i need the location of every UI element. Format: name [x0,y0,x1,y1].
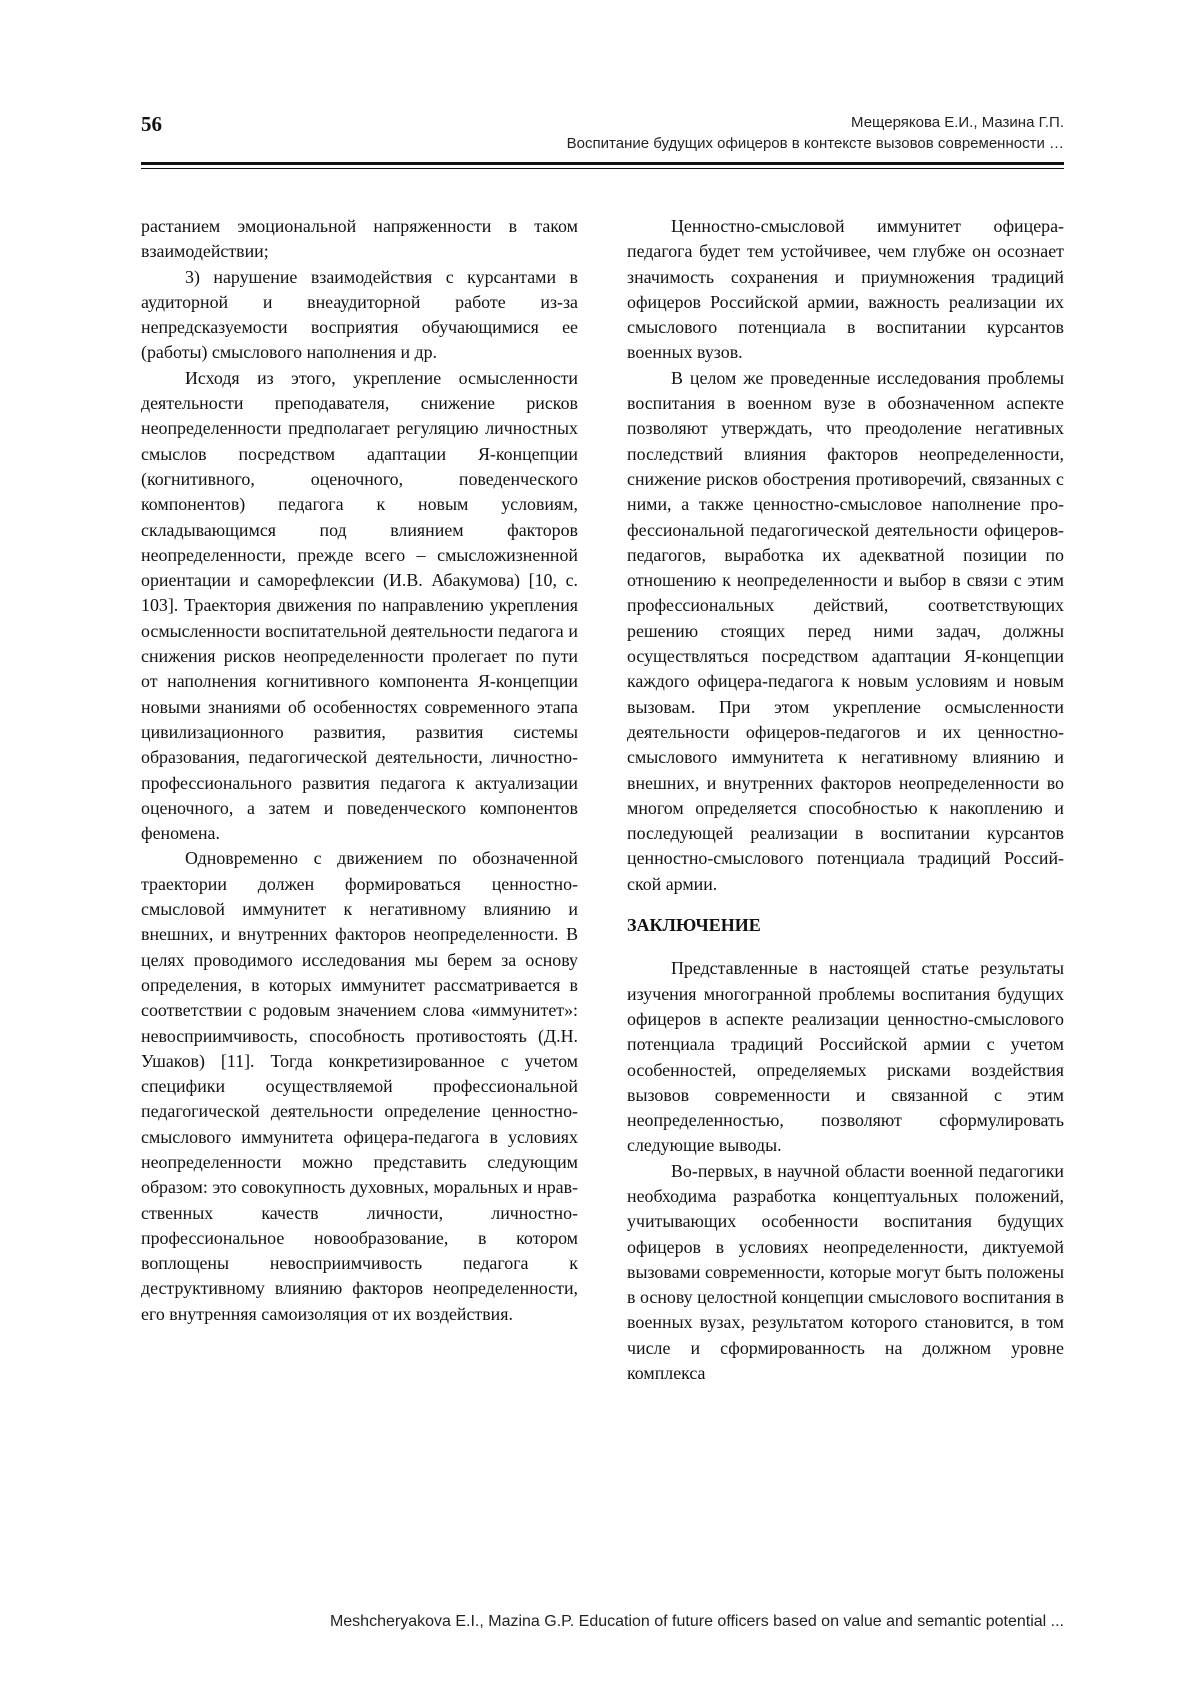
header-rule-thick [141,162,1064,165]
running-footer: Meshcheryakova E.I., Mazina G.P. Education of future officers based on value and semantic potential ... [329,1613,1064,1630]
paragraph: Представленные в настоящей статье результаты изучения многогранной проблемы воспитания будущих офицеров в аспекте реализации ценностно-смыслового потенциала традиций Российской армии с учетом особенностей, определяемых рисками воздействия вызовов современности и связанной с этим неопределенностью, позволяют сформулировать следующие выводы. [627,958,1064,1156]
header-article-title: Воспитание будущих офицеров в контексте вызовов современности … [566,135,1064,152]
header-authors: Мещерякова Е.И., Мазина Г.П. [851,114,1064,131]
section-heading: ЗАКЛЮЧЕНИЕ [627,915,761,936]
running-head [567,112,1064,154]
header-rule-thin [141,168,1064,169]
paragraph: растанием эмоциональной напряженности в таком взаимодействии; [141,216,578,262]
paragraph: Исходя из этого, укрепление осмысленности деятельности преподавателя, снижение рисков неопределенности предполагает регуляцию личностных смыслов посредством адаптации Я-концепции (когнитивного, оценочного, поведенческого компонентов) педагога к новым условиям, складывающимся под влиянием факторов неопределенности, прежде всего – смысложизненной ориентации и саморефлексии (И.В. Абакумова) [10, с. 103]. Траектория движения по направлению укрепления осмысленности воспитательной деятельности педагога и снижения рисков неопределенности пролегает по пути от наполнения когнитивного компонента Я-концепции новыми знаниями об особенностях современного этапа цивилизационного развития, развития системы образования, педагогической деятельности, личностно-профессионального развития педагога к актуализации оценочного, а затем и поведенческого компонентов феномена. [141,367,578,844]
paragraph: Ценностно-смысловой иммунитет офицера-педагога будет тем устойчивее, чем глубже он осознает значимость сохранения и приумножения традиций офицеров Российской армии, важность реализации их смыслового потенциала в воспитании курсантов военных вузов. [627,216,1064,363]
paragraph: Одновременно с движением по обозначенной траектории должен формироваться ценностно-смысловой иммунитет к негативному влиянию и внешних, и внутренних факторов неопределенности. В целях проводимого исследования мы берем за основу определения, в которых иммунитет рассматривается в соответствии с родовым значением слова «иммунитет»: невосприимчивость, способность противостоять (Д.Н. Ушаков) [11]. Тогда конкретизированное с учетом специфики осуществляемой профессиональной педагогической деятельности определение ценностно-смыслового иммунитета офицера-педагога в условиях неопределенности можно представить следующим образом: это совокупность духовных, моральных и нравственных качеств личности, личностно-профессиональное новообразование, в котором воплощены невосприимчивость педагога к деструктивному влиянию факторов неопределенности, его внутренняя самоизоляция от их воздействия. [141,848,578,1324]
page-number: 56 [141,112,162,136]
left-column [141,214,578,1327]
paragraph: Во-первых, в научной области военной педагогики необходима разработка концептуальных положений, учитывающих особенности воспитания будущих офицеров в условиях неопределенности, диктуемой вызовами современности, которые могут быть положены в основу целостной концепции смыслового воспитания в военных вузах, результатом которого становится, в том числе и сформированность на должном уровне комплекса [627,1160,1064,1384]
paragraph: В целом же проведенные исследования проблемы воспитания в военном вузе в обозначенном аспекте позволяют утверждать, что преодоление негативных последствий влияния факторов неопределенности, снижение рисков обострения противоречий, связанных с ними, а также ценностно-смысловое наполнение профессиональной педагогической деятельности офицеров-педагогов, выработка их адекватной позиции по отношению к неопределенности и выбор в связи с этим профессиональных действий, соответствующих решению стоящих перед ними задач, должны осуществляться посредством адаптации Я-концепции каждого офицера-педагога к новым условиям и новым вызовам. При этом укрепление осмысленности деятельности офицеров-педагогов и их ценностно-смыслового иммунитета к негативному влиянию и внешних, и внутренних факторов неопределенности во многом определяется способностью к накоплению и последующей реализации в воспитании курсантов ценностно-смыслового потенциала традиций Российской армии. [627,367,1064,894]
right-column [627,214,1064,1386]
paragraph: 3) нарушение взаимодействия с курсантами в аудиторной и внеаудиторной работе из-за непредсказуемости восприятия обучающимися ее (работы) смыслового наполнения и др. [141,266,578,363]
